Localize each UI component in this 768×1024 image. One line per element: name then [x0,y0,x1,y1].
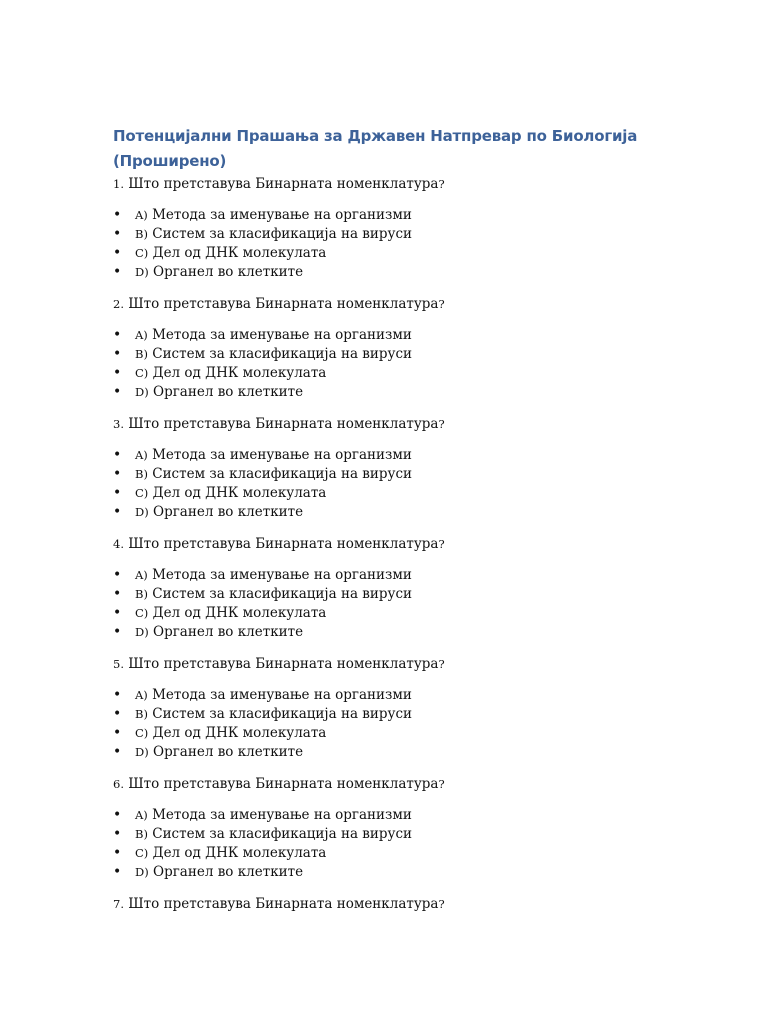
document-title: Потенцијални Прашања за Државен Натпревар по Биологија (Проширено) [113,127,638,170]
question-mark: ? [438,297,445,311]
option-text: Систем за класификација на вируси [152,826,413,842]
bullet-icon: • [113,624,122,640]
options-list [113,566,713,642]
option-item [113,263,713,282]
question-text [113,414,713,434]
option-letter: A) [135,328,148,342]
bullet-icon: • [113,346,122,362]
option-item [113,364,713,383]
question-number: 2. [113,297,124,311]
question-mark: ? [438,657,445,671]
option-item [113,806,713,825]
option-text: Органел во клетките [153,624,304,640]
option-text: Дел од ДНК молекулата [152,845,327,861]
option-text: Метода за именување на организми [152,567,412,583]
question-mark: ? [438,777,445,791]
bullet-icon: • [113,384,122,400]
bullet-icon: • [113,485,122,501]
bullet-icon: • [113,864,122,880]
question-mark: ? [438,897,445,911]
question-body: Што претставува Бинарната номенклатура [128,776,439,792]
option-text: Систем за класификација на вируси [152,226,413,242]
option-letter: A) [135,688,148,702]
question-number: 3. [113,417,124,431]
option-letter: B) [135,587,148,601]
bullet-icon: • [113,264,122,280]
question-number: 5. [113,657,124,671]
options-list [113,446,713,522]
option-item [113,465,713,484]
option-letter: A) [135,448,148,462]
bullet-icon: • [113,744,122,760]
option-item [113,383,713,402]
bullet-icon: • [113,586,122,602]
option-letter: A) [135,808,148,822]
question-text [113,774,713,794]
option-text: Систем за класификација на вируси [152,466,413,482]
option-text: Метода за именување на организми [152,807,412,823]
question-body: Што претставува Бинарната номенклатура [128,656,439,672]
question-block [113,774,713,882]
question-text [113,174,713,194]
options-list [113,806,713,882]
bullet-icon: • [113,245,122,261]
bullet-icon: • [113,226,122,242]
bullet-icon: • [113,207,122,223]
option-item [113,705,713,724]
question-block [113,534,713,642]
option-letter: B) [135,467,148,481]
option-letter: C) [135,846,149,860]
question-block [113,654,713,762]
option-letter: C) [135,726,149,740]
option-item [113,566,713,585]
option-letter: D) [135,625,149,639]
option-letter: D) [135,865,149,879]
option-text: Органел во клетките [153,264,304,280]
option-item [113,825,713,844]
option-letter: D) [135,385,149,399]
option-text: Метода за именување на организми [152,207,412,223]
bullet-icon: • [113,706,122,722]
option-text: Систем за класификација на вируси [152,706,413,722]
question-number: 6. [113,777,124,791]
option-letter: B) [135,347,148,361]
option-item [113,585,713,604]
question-block [113,414,713,522]
question-number: 1. [113,177,124,191]
option-letter: D) [135,505,149,519]
option-item [113,244,713,263]
question-text [113,894,713,914]
option-item [113,345,713,364]
options-list [113,326,713,402]
question-mark: ? [438,417,445,431]
question-text [113,294,713,314]
option-letter: B) [135,227,148,241]
question-number: 7. [113,897,124,911]
option-item [113,844,713,863]
option-item [113,863,713,882]
option-item [113,484,713,503]
option-letter: C) [135,246,149,260]
question-body: Што претставува Бинарната номенклатура [128,536,439,552]
bullet-icon: • [113,845,122,861]
option-letter: B) [135,707,148,721]
question-body: Што претставува Бинарната номенклатура [128,416,439,432]
option-item [113,225,713,244]
option-text: Дел од ДНК молекулата [152,725,327,741]
question-body: Што претставува Бинарната номенклатура [128,176,439,192]
option-letter: C) [135,366,149,380]
bullet-icon: • [113,687,122,703]
question-body: Што претставува Бинарната номенклатура [128,296,439,312]
option-item [113,503,713,522]
question-block [113,294,713,402]
question-block [113,894,713,914]
bullet-icon: • [113,725,122,741]
option-item [113,743,713,762]
option-text: Систем за класификација на вируси [152,586,413,602]
option-item [113,724,713,743]
option-text: Дел од ДНК молекулата [152,245,327,261]
bullet-icon: • [113,365,122,381]
question-text [113,534,713,554]
question-block [113,174,713,282]
option-text: Метода за именување на организми [152,687,412,703]
document-page [113,124,713,914]
option-text: Метода за именување на организми [152,447,412,463]
question-list [113,174,713,914]
option-letter: D) [135,745,149,759]
option-text: Метода за именување на организми [152,327,412,343]
option-letter: C) [135,606,149,620]
option-letter: A) [135,208,148,222]
option-text: Органел во клетките [153,504,304,520]
options-list [113,206,713,282]
bullet-icon: • [113,447,122,463]
option-item [113,686,713,705]
option-text: Систем за класификација на вируси [152,346,413,362]
option-text: Органел во клетките [153,384,304,400]
question-number: 4. [113,537,124,551]
option-letter: C) [135,486,149,500]
bullet-icon: • [113,807,122,823]
question-mark: ? [438,537,445,551]
question-body: Што претставува Бинарната номенклатура [128,896,439,912]
option-text: Дел од ДНК молекулата [152,365,327,381]
option-letter: A) [135,568,148,582]
option-item [113,623,713,642]
bullet-icon: • [113,466,122,482]
option-letter: B) [135,827,148,841]
option-text: Дел од ДНК молекулата [152,605,327,621]
bullet-icon: • [113,504,122,520]
options-list [113,686,713,762]
question-text [113,654,713,674]
option-text: Органел во клетките [153,744,304,760]
option-letter: D) [135,265,149,279]
option-item [113,206,713,225]
bullet-icon: • [113,567,122,583]
option-item [113,326,713,345]
option-item [113,446,713,465]
option-item [113,604,713,623]
question-mark: ? [438,177,445,191]
option-text: Дел од ДНК молекулата [152,485,327,501]
bullet-icon: • [113,327,122,343]
bullet-icon: • [113,605,122,621]
option-text: Органел во клетките [153,864,304,880]
bullet-icon: • [113,826,122,842]
